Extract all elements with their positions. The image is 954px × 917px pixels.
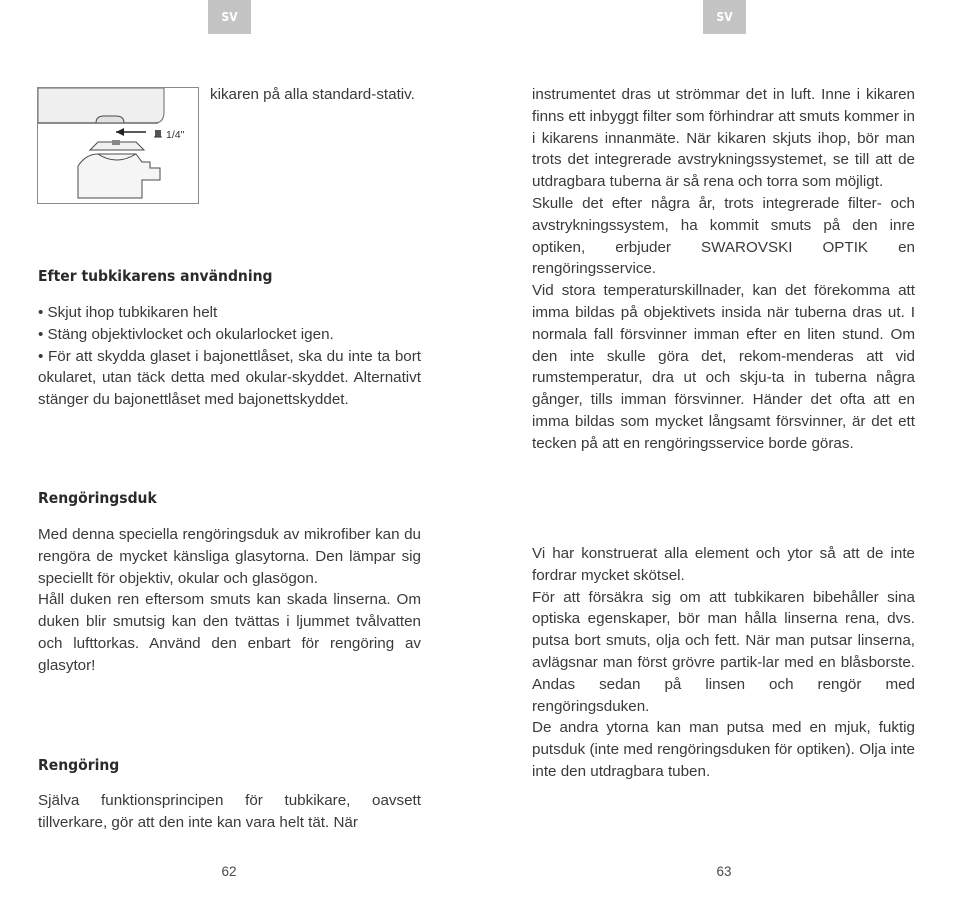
list-item: • För att skydda glaset i bajonettlåset, ska du inte ta bort okularet, utan täck detta med okular-skyddet. Alternativt stänger du bajonettlåset med bajonettskyddet.: [38, 347, 421, 409]
paragraph: Med denna speciella rengöringsduk av mikrofiber kan du rengöra de mycket känsliga glasytorna. Den lämpar sig speciellt för objektiv, okular och glasögon.: [38, 526, 421, 587]
tripod-mount-illustration: [37, 87, 199, 204]
cleaning-continued-text: [532, 84, 915, 455]
tripod-adapter-drawing: [38, 88, 198, 203]
page-number-left: 62: [221, 864, 237, 879]
section-heading-cleaning: Rengöring: [38, 756, 120, 774]
paragraph: Skulle det efter några år, trots integrerade filter- och avstrykningssystem, ha kommit smuts på den inre optiken, erbjuder SWAROVSKI OPTIK en rengöringsservice.: [532, 194, 915, 278]
cleaning-cloth-text: [38, 524, 421, 677]
list-item: • Skjut ihop tubkikaren helt: [38, 304, 218, 321]
paragraph: För att försäkra sig om att tubkikaren bibehåller sina optiska egenskaper, bör man hålla linserna rena, dvs. putsa bort smuts, olja och fett. När man putsar linserna, avlägsnar man först grövre partik-lar med en blåsborste. Andas sedan på linsen och rengör med rengöringsduken.: [532, 588, 915, 715]
language-tab-right: SV: [703, 0, 746, 34]
cleaning-text: [38, 790, 421, 834]
screw-size-label: 1/4": [166, 129, 185, 141]
paragraph: Vid stora temperaturskillnader, kan det förekomma att imma bildas på objektivets insida när tuberna dras ut. I normala fall försvinner imman efter en liten stund. Om den inte skulle göra det, rekom-menderas att vid rumstemperatur, dra ut och skju-ta in tuberna några gånger, tills imman försvinner. Händer det ofta att en imma bildas som mycket långsamt försvinner, är det ett tecken på att en rengöringsservice borde göras.: [532, 282, 915, 452]
paragraph: Håll duken ren eftersom smuts kan skada linserna. Om duken blir smutsig kan den tvättas i ljummet tvålvatten och lufttorkas. Använd den enbart för rengöring av glasytor!: [38, 591, 421, 674]
page-number-right: 63: [716, 864, 732, 879]
paragraph: Själva funktionsprincipen för tubkikare, oavsett tillverkare, gör att den inte kan vara helt tät. När: [38, 792, 421, 831]
section-heading-after-use: Efter tubkikarens användning: [38, 267, 273, 285]
section-heading-cleaning-cloth: Rengöringsduk: [38, 489, 157, 507]
list-item: • Stäng objektivlocket och okularlocket igen.: [38, 325, 334, 343]
intro-text: kikaren på alla standard-stativ.: [210, 86, 415, 103]
after-use-list: [38, 302, 421, 411]
language-tab-left: SV: [208, 0, 251, 34]
paragraph: instrumentet dras ut strömmar det in luft. Inne i kikaren finns ett inbyggt filter som förhindrar att smuts kommer in i kikarens innanmäte. När kikaren skjuts ihop, bör man trots det integrerade avstrykningssystemet, se till att de utdragbara tuberna är så rena och torra som möjligt.: [532, 86, 915, 191]
intro-paragraph: [210, 84, 421, 106]
care-text: [532, 543, 915, 783]
paragraph: Vi har konstruerat alla element och ytor så att de inte fordrar mycket skötsel.: [532, 545, 915, 584]
paragraph: De andra ytorna kan man putsa med en mjuk, fuktig putsduk (inte med rengöringsduken för optiken). Olja inte inte den utdragbara tuben.: [532, 719, 915, 780]
